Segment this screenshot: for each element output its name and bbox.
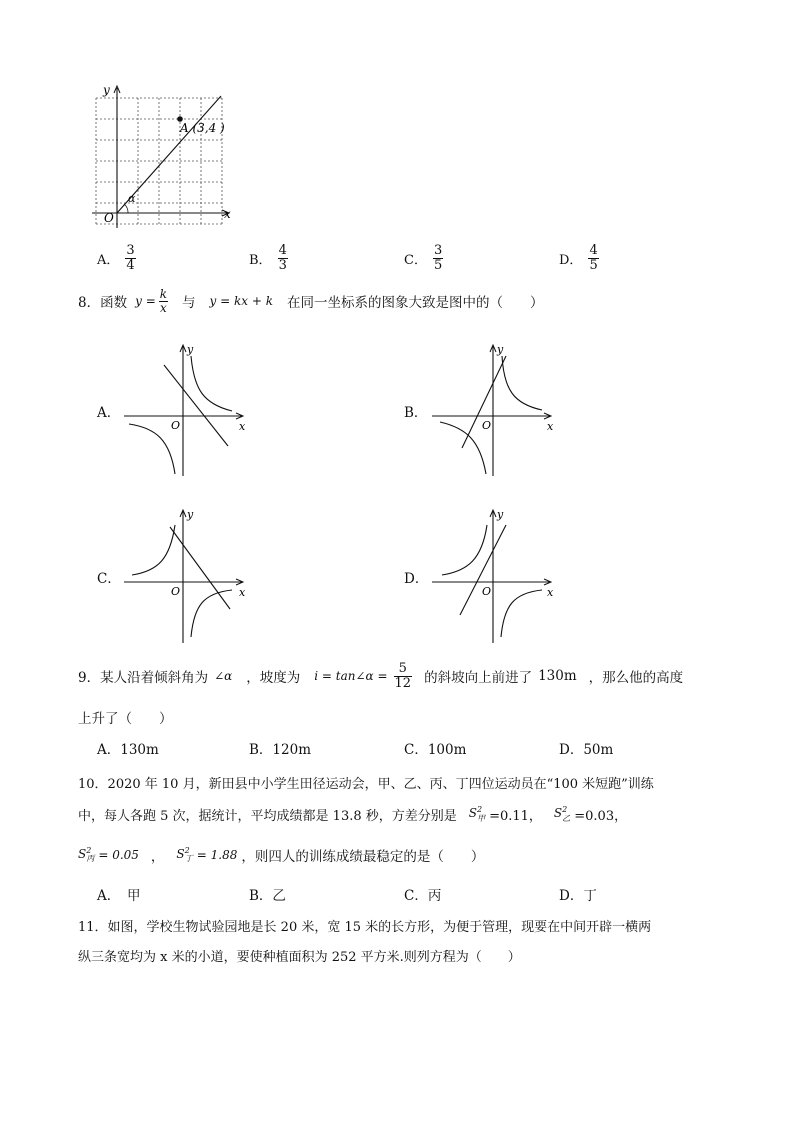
x-label: x: [224, 207, 231, 221]
q8a-x-label: x: [239, 420, 246, 433]
q8-option-c-letter[interactable]: C．: [97, 571, 121, 587]
q7-option-c-fraction: $\frac{3}{5}$: [433, 243, 443, 273]
q11-stem-line1: 11．如图，学校生物试验园地是长 20 米，宽 15 米的长方形，为便于管理，现要在中间开辟一横两: [78, 920, 652, 935]
q8-option-d-letter[interactable]: D．: [404, 571, 429, 587]
q7-option-a-fraction: $\frac{3}{4}$: [126, 243, 135, 273]
q8b-origin: O: [482, 419, 492, 432]
q8-graph-c[interactable]: [124, 505, 254, 645]
q9-fraction: $\frac{5}{12}$: [394, 661, 412, 691]
q7-option-d[interactable]: D． $\frac{4}{5}$: [559, 243, 598, 273]
q8c-y-label: y: [187, 508, 194, 521]
y-label: y: [103, 83, 110, 97]
q8-graph-d[interactable]: [432, 505, 562, 645]
q10-stem-line1: 10．2020 年 10 月，新田县中小学生田径运动会，甲、乙、丙、丁四位运动员在“100 米短跑”训练: [78, 777, 654, 792]
q8c-x-label: x: [239, 586, 246, 599]
q7-option-a[interactable]: A． $\frac{3}{4}$: [97, 243, 135, 273]
variance-jia: $S^2_甲$: [468, 805, 486, 823]
origin-label: O: [104, 211, 114, 225]
q8a-origin: O: [171, 419, 181, 432]
q8d-x-label: x: [547, 586, 554, 599]
q9-option-b[interactable]: B．120m: [249, 742, 311, 758]
q8-stem: 8．函数 y = $\frac{k}{x}$ 与 y = kx + k 在同一坐标系的图象大致是图中的（ ）: [78, 287, 544, 315]
q9-stem-line2: 上升了（ ）: [78, 711, 173, 727]
q8d-origin: O: [482, 585, 492, 598]
q10-stem-line2: 中，每人各跑 5 次，据统计，平均成绩都是 13.8 秒，方差分别是 $S^2_甲$ =0.11， $S^2_乙$ =0.03，: [78, 805, 628, 824]
q8-graph-a[interactable]: [124, 340, 254, 480]
q7-option-b-fraction: $\frac{4}{3}$: [278, 243, 287, 273]
q8-graph-b[interactable]: [432, 340, 562, 480]
q8b-y-label: y: [497, 343, 504, 356]
q8a-y-label: y: [187, 343, 194, 356]
variance-yi: $S^2_乙$: [553, 805, 571, 823]
q8-fraction: $\frac{k}{x}$: [159, 287, 168, 315]
q9-stem-line1: 9．某人沿着倾斜角为 ∠α ，坡度为 i = tan∠α = $\frac{5}{12}$ 的斜坡向上前进了 130m ，那么他的高度: [78, 661, 684, 691]
q9-option-a[interactable]: A．130m: [97, 742, 159, 758]
variance-bing: $S^2_丙$: [78, 845, 95, 864]
q9-option-c[interactable]: C．100m: [404, 742, 467, 758]
q10-option-a[interactable]: A． 甲: [97, 888, 141, 904]
q7-option-b[interactable]: B． $\frac{4}{3}$: [249, 243, 287, 273]
q8b-x-label: x: [547, 420, 554, 433]
q8d-y-label: y: [497, 508, 504, 521]
q10-option-d[interactable]: D．丁: [559, 888, 597, 904]
q8c-origin: O: [171, 585, 181, 598]
slope-grid-figure: [88, 82, 248, 232]
q7-option-c[interactable]: C． $\frac{3}{5}$: [404, 243, 443, 273]
angle-label: α: [128, 192, 136, 205]
q8-option-a-letter[interactable]: A．: [97, 405, 121, 421]
q8-option-b-letter[interactable]: B．: [404, 405, 428, 421]
point-label: A (3,4 ): [180, 121, 225, 135]
q11-stem-line2: 纵三条宽均为 x 米的小道，要使种植面积为 252 平方米.则列方程为（ ）: [78, 950, 521, 965]
q10-stem-line3: $S^2_丙$ = 0.05 ， $S^2_丁$ = 1.88 ，则四人的训练成绩最稳定的是（ ）: [78, 845, 485, 865]
q10-option-b[interactable]: B．乙: [249, 888, 286, 904]
q7-option-d-fraction: $\frac{4}{5}$: [589, 243, 598, 273]
q9-option-d[interactable]: D．50m: [559, 742, 614, 758]
variance-ding: $S^2_丁$: [176, 845, 193, 864]
q10-option-c[interactable]: C．丙: [404, 888, 442, 904]
